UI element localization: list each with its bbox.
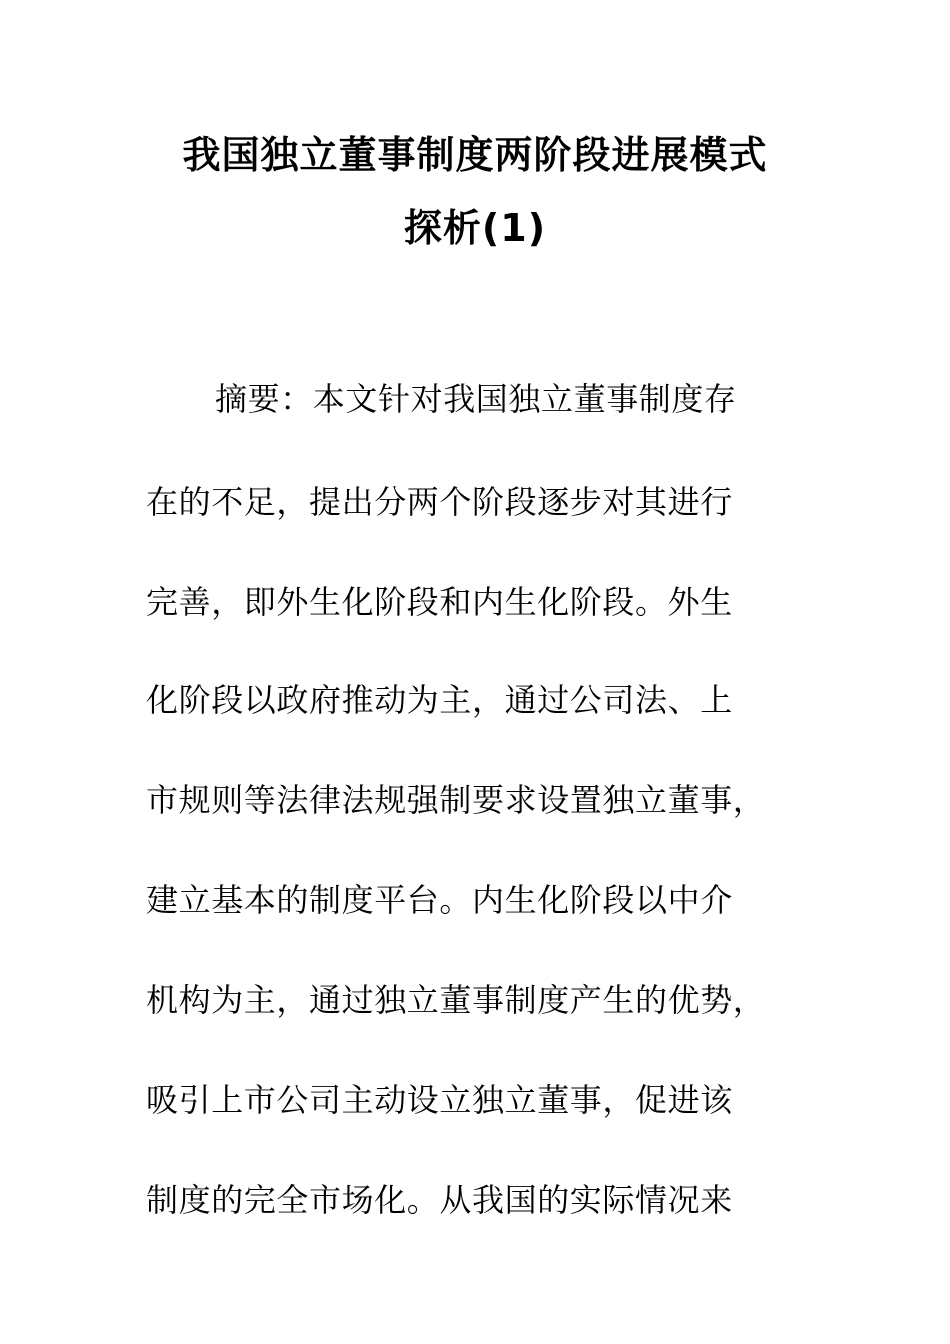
abstract-line-3: 完善，即外生化阶段和内生化阶段。外生	[146, 583, 733, 621]
abstract-line-1: 摘要：本文针对我国独立董事制度存	[215, 380, 737, 418]
abstract-line-2: 在的不足，提出分两个阶段逐步对其进行	[146, 483, 733, 521]
document-title-line-2: 探析(1)	[403, 206, 547, 250]
abstract-line-5: 市规则等法律法规强制要求设置独立董事，	[146, 781, 766, 819]
abstract-line-6: 建立基本的制度平台。内生化阶段以中介	[146, 881, 733, 919]
abstract-line-9: 制度的完全市场化。从我国的实际情况来	[146, 1181, 733, 1219]
abstract-line-7: 机构为主，通过独立董事制度产生的优势，	[146, 981, 766, 1019]
abstract-line-8: 吸引上市公司主动设立独立董事，促进该	[146, 1081, 733, 1119]
document-title-line-1: 我国独立董事制度两阶段进展模式	[182, 133, 768, 177]
abstract-line-4: 化阶段以政府推动为主，通过公司法、上	[146, 681, 733, 719]
